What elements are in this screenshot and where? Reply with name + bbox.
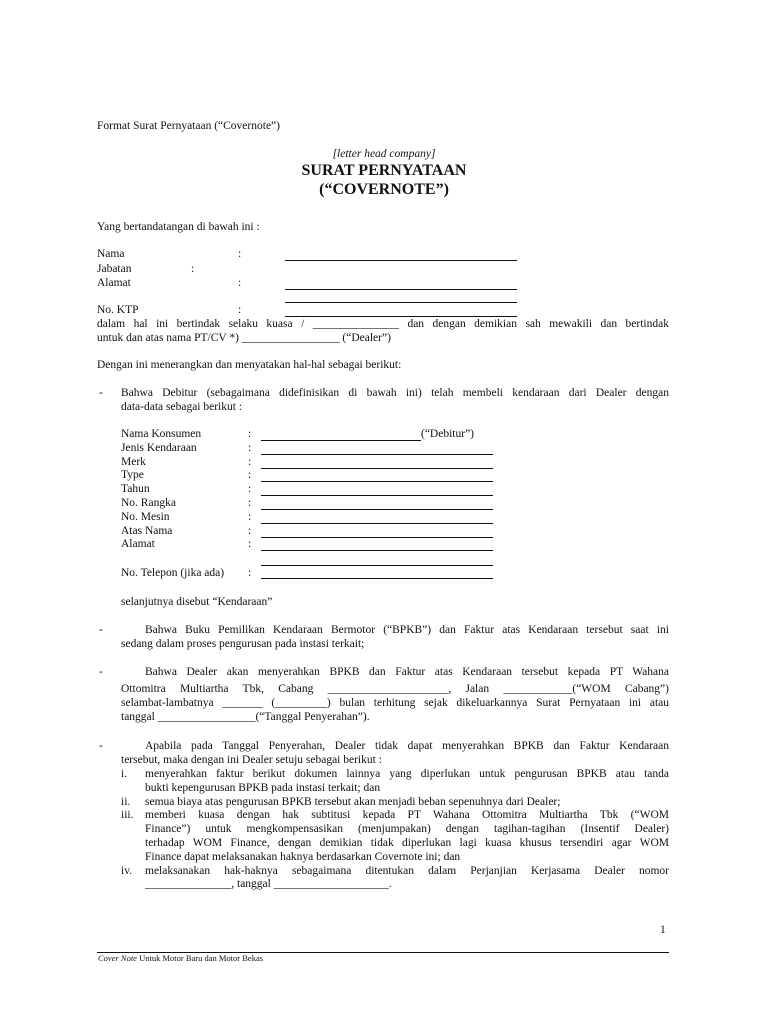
- list-item-text: terhadap WOM Finance, dengan demikian tidak diperlukan lagi kuasa khusus tersendiri agar WOM: [145, 837, 669, 849]
- colon: :: [248, 497, 252, 509]
- point1-line-2: data-data sebagai berikut :: [121, 401, 243, 413]
- vehicle-field-blank: [261, 550, 493, 551]
- vehicle-field-label: Nama Konsumen: [121, 428, 202, 440]
- vehicle-field-blank: [261, 495, 493, 496]
- colon: :: [248, 525, 252, 537]
- list-item-text: Finance dapat melaksanakan haknya berdasarkan Covernote ini; dan: [145, 851, 461, 863]
- colon: :: [248, 483, 252, 495]
- authority-line-1: dalam hal ini bertindak selaku kuasa / _______________ dan dengan demikian sah mewakili dan bertindak: [97, 318, 669, 330]
- page-number: 1: [660, 924, 666, 936]
- bullet: -: [99, 387, 103, 399]
- list-item-number: iii.: [121, 809, 134, 821]
- list-item-text: _______________, tanggal ____________________.: [145, 878, 392, 890]
- point3-line-3: selambat-lambatnya _______ (_________) bulan terhitung sejak dikeluarkannya Surat Pernyataan ini atau: [121, 697, 669, 709]
- vehicle-field-blank: [261, 481, 493, 482]
- authority-line-2: untuk dan atas nama PT/CV *) _________________ (“Dealer”): [97, 332, 391, 344]
- label-alamat: Alamat: [97, 277, 131, 289]
- intro-text: Yang bertandatangan di bawah ini :: [97, 221, 260, 233]
- footer-rest: Untuk Motor Baru dan Motor Bekas: [136, 953, 264, 963]
- vehicle-field-blank: [261, 537, 493, 538]
- colon: :: [248, 511, 252, 523]
- colon: :: [248, 456, 252, 468]
- footer-italic: Cover Note: [98, 953, 137, 963]
- bullet: -: [99, 624, 103, 636]
- debitur-suffix: (“Debitur”): [421, 428, 474, 440]
- vehicle-field-label: No. Rangka: [121, 497, 176, 509]
- colon: :: [248, 538, 252, 550]
- colon: :: [238, 248, 242, 260]
- blank-alamat-2: [285, 302, 517, 303]
- list-item-number: i.: [121, 768, 128, 780]
- colon: :: [248, 469, 252, 481]
- colon: :: [238, 304, 242, 316]
- point3-line-4: tanggal _________________(“Tanggal Penyerahan”).: [121, 711, 370, 723]
- blank-nama: [285, 260, 517, 261]
- vehicle-field-label: Merk: [121, 456, 146, 468]
- label-jabatan: Jabatan: [97, 263, 132, 275]
- label-ktp: No. KTP: [97, 304, 139, 316]
- point3-line-2: Ottomitra Multiartha Tbk, Cabang _____________________, Jalan ____________(“WOM Cabang”): [121, 683, 669, 695]
- document-subtitle: (“COVERNOTE”): [319, 181, 449, 198]
- list-item-text: menyerahkan faktur berikut dokumen lainnya yang diperlukan untuk pengurusan BPKB atau tanda: [145, 768, 669, 780]
- vehicle-field-label: Type: [121, 469, 144, 481]
- declaration-intro: Dengan ini menerangkan dan menyatakan hal-hal sebagai berikut:: [97, 359, 402, 371]
- vehicle-field-blank: [261, 468, 493, 469]
- blank-alamat-vehicle-2: [261, 565, 493, 566]
- vehicle-definition: selanjutnya disebut “Kendaraan”: [121, 596, 273, 608]
- colon: :: [248, 428, 252, 440]
- colon: :: [238, 277, 242, 289]
- vehicle-field-label: No. Mesin: [121, 511, 170, 523]
- list-item-text: semua biaya atas pengurusan BPKB tersebut akan menjadi beban sepenuhnya dari Dealer;: [145, 796, 561, 808]
- bullet: -: [99, 666, 103, 678]
- list-item-number: iv.: [121, 865, 133, 877]
- blank-alamat-1: [285, 289, 517, 290]
- vehicle-field-blank: [261, 440, 421, 441]
- label-phone: No. Telepon (jika ada): [121, 567, 225, 579]
- list-item-text: bukti kepengurusan BPKB pada instasi terkait; dan: [145, 782, 381, 794]
- point3-line-1: Bahwa Dealer akan menyerahkan BPKB dan Faktur atas Kendaraan tersebut kepada PT Wahana: [145, 666, 669, 678]
- vehicle-field-label: Alamat: [121, 538, 155, 550]
- list-item-text: melaksanakan hak-haknya sebagaimana ditentukan dalam Perjanjian Kerjasama Dealer nomor: [145, 865, 669, 877]
- point2-line-1: Bahwa Buku Pemilikan Kendaraan Bermotor (“BPKB”) dan Faktur atas Kendaraan tersebut saat ini: [145, 624, 669, 636]
- colon: :: [191, 263, 195, 275]
- list-item-text: memberi kuasa dengan hak subtitusi kepada PT Wahana Ottomitra Multiartha Tbk (“WOM: [145, 809, 669, 821]
- vehicle-field-label: Atas Nama: [121, 525, 173, 537]
- point2-line-2: sedang dalam proses pengurusan pada instasi terkait;: [121, 638, 365, 650]
- point4-line-2: tersebut, maka dengan ini Dealer setuju sebagai berikut :: [121, 754, 382, 766]
- vehicle-field-blank: [261, 509, 493, 510]
- vehicle-field-label: Tahun: [121, 483, 150, 495]
- blank-ktp: [285, 316, 517, 317]
- vehicle-field-blank: [261, 523, 493, 524]
- letterhead-placeholder: [letter head company]: [332, 148, 436, 160]
- bullet: -: [99, 740, 103, 752]
- list-item-number: ii.: [121, 796, 131, 808]
- vehicle-field-blank: [261, 454, 493, 455]
- colon: :: [248, 442, 252, 454]
- colon: :: [248, 567, 252, 579]
- vehicle-field-label: Jenis Kendaraan: [121, 442, 197, 454]
- footer-text: [98, 953, 263, 963]
- document-title: SURAT PERNYATAAN: [301, 162, 467, 179]
- point4-line-1: Apabila pada Tanggal Penyerahan, Dealer tidak dapat menyerahkan BPKB dan Faktur Kendaraan: [145, 740, 669, 752]
- list-item-text: Finance”) untuk mengkompensasikan (menjumpakan) dengan tagihan-tagihan (Insentif Dealer): [145, 823, 669, 835]
- point1-line-1: Bahwa Debitur (sebagaimana didefinisikan di bawah ini) telah membeli kendaraan dari Dealer dengan: [121, 387, 669, 399]
- format-label: Format Surat Pernyataan (“Covernote”): [97, 120, 280, 132]
- blank-phone: [261, 578, 493, 579]
- label-nama: Nama: [97, 248, 125, 260]
